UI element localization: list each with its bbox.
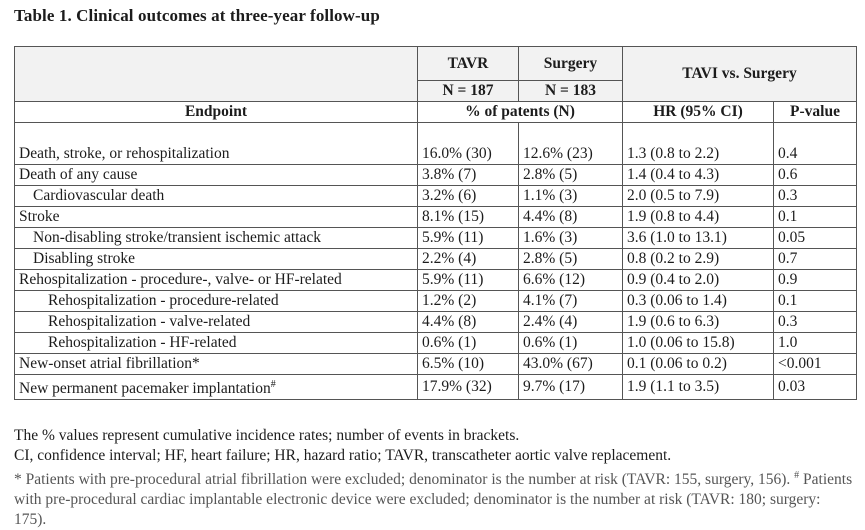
pvalue-cell: 0.03 (774, 375, 857, 400)
table-row (15, 165, 857, 186)
hr-cell: 2.0 (0.5 to 7.9) (623, 186, 774, 207)
hr-header: HR (95% CI) (623, 102, 774, 123)
surgery-cell: 9.7% (17) (519, 375, 623, 400)
endpoint-cell: Rehospitalization - HF-related (15, 333, 418, 354)
spacer-row (15, 123, 857, 145)
tavr-cell: 5.9% (11) (418, 228, 519, 249)
footnote-hash: Patients with pre-procedural cardiac implantable electronic device were excluded; denominator is the number at risk (TAVR: 180; surgery: 175). (14, 471, 853, 529)
endpoint-cell (15, 375, 418, 400)
endpoint-cell: Death of any cause (15, 165, 418, 186)
endpoint-cell: Rehospitalization - procedure-, valve- or HF-related (15, 270, 418, 291)
surgery-n-header: N = 183 (519, 81, 623, 102)
endpoint-cell: Cardiovascular death (15, 186, 418, 207)
hr-cell: 1.9 (1.1 to 3.5) (623, 375, 774, 400)
endpoint-cell: Rehospitalization - procedure-related (15, 291, 418, 312)
hr-cell: 1.3 (0.8 to 2.2) (623, 144, 774, 165)
surgery-cell: 4.4% (8) (519, 207, 623, 228)
footnote-exclusions (14, 466, 854, 530)
pvalue-cell: <0.001 (774, 354, 857, 375)
tavr-cell: 8.1% (15) (418, 207, 519, 228)
endpoint-cell: Disabling stroke (15, 249, 418, 270)
endpoint-cell: Death, stroke, or rehospitalization (15, 144, 418, 165)
hr-cell: 0.8 (0.2 to 2.9) (623, 249, 774, 270)
surgery-cell: 1.1% (3) (519, 186, 623, 207)
surgery-cell: 12.6% (23) (519, 144, 623, 165)
endpoint-cell: Stroke (15, 207, 418, 228)
pvalue-cell: 0.05 (774, 228, 857, 249)
hr-cell: 1.9 (0.6 to 6.3) (623, 312, 774, 333)
pvalue-cell: 0.7 (774, 249, 857, 270)
surgery-cell: 1.6% (3) (519, 228, 623, 249)
pvalue-cell: 0.1 (774, 291, 857, 312)
table-row (15, 270, 857, 291)
pvalue-cell: 1.0 (774, 333, 857, 354)
endpoint-header: Endpoint (15, 102, 418, 123)
tavr-cell: 6.5% (10) (418, 354, 519, 375)
pvalue-cell: 0.4 (774, 144, 857, 165)
tavr-header: TAVR (418, 47, 519, 81)
table-row (15, 375, 857, 400)
footnote-incidence: The % values represent cumulative incidence rates; number of events in brackets. (14, 427, 520, 444)
surgery-cell: 4.1% (7) (519, 291, 623, 312)
footnote-hash-mark: # (794, 470, 800, 481)
table-footnotes (14, 426, 854, 530)
surgery-cell: 6.6% (12) (519, 270, 623, 291)
tavr-cell: 16.0% (30) (418, 144, 519, 165)
pvalue-cell: 0.3 (774, 312, 857, 333)
table-row (15, 291, 857, 312)
pvalue-header: P-value (774, 102, 857, 123)
hr-cell: 1.0 (0.06 to 15.8) (623, 333, 774, 354)
tavr-cell: 4.4% (8) (418, 312, 519, 333)
tavr-cell: 5.9% (11) (418, 270, 519, 291)
percent-header: % of patents (N) (418, 102, 623, 123)
table-row (15, 354, 857, 375)
endpoint-text: New permanent pacemaker implantation (19, 380, 271, 398)
table-row (15, 312, 857, 333)
empty-header-cell (15, 47, 418, 102)
surgery-cell: 0.6% (1) (519, 333, 623, 354)
endpoint-cell: Rehospitalization - valve-related (15, 312, 418, 333)
surgery-cell: 2.8% (5) (519, 165, 623, 186)
table-row (15, 144, 857, 165)
table-row (15, 186, 857, 207)
footnote-abbreviations: CI, confidence interval; HF, heart failure; HR, hazard ratio; TAVR, transcatheter aortic valve replacement. (14, 447, 672, 464)
pvalue-cell: 0.3 (774, 186, 857, 207)
surgery-cell: 43.0% (67) (519, 354, 623, 375)
tavr-n-header: N = 187 (418, 81, 519, 102)
surgery-cell: 2.4% (4) (519, 312, 623, 333)
table-row (15, 207, 857, 228)
pvalue-cell: 0.9 (774, 270, 857, 291)
tavr-cell: 3.2% (6) (418, 186, 519, 207)
table-row (15, 249, 857, 270)
table-row (15, 333, 857, 354)
table-row (15, 228, 857, 249)
pvalue-cell: 0.1 (774, 207, 857, 228)
table-title: Table 1. Clinical outcomes at three-year follow-up (14, 6, 380, 25)
tavr-cell: 2.2% (4) (418, 249, 519, 270)
footnote-mark: # (270, 379, 276, 390)
tavr-cell: 0.6% (1) (418, 333, 519, 354)
tavr-cell: 1.2% (2) (418, 291, 519, 312)
hr-cell: 1.4 (0.4 to 4.3) (623, 165, 774, 186)
endpoint-cell: New-onset atrial fibrillation* (15, 354, 418, 375)
hr-cell: 0.9 (0.4 to 2.0) (623, 270, 774, 291)
comparison-header: TAVI vs. Surgery (623, 47, 857, 102)
surgery-cell: 2.8% (5) (519, 249, 623, 270)
pvalue-cell: 0.6 (774, 165, 857, 186)
endpoint-cell: Non-disabling stroke/transient ischemic attack (15, 228, 418, 249)
hr-cell: 0.3 (0.06 to 1.4) (623, 291, 774, 312)
outcomes-table (14, 46, 857, 400)
footnote-star: * Patients with pre-procedural atrial fibrillation were excluded; denominator is the number at risk (TAVR: 155, surgery, 156). (14, 471, 791, 489)
hr-cell: 3.6 (1.0 to 13.1) (623, 228, 774, 249)
hr-cell: 1.9 (0.8 to 4.4) (623, 207, 774, 228)
tavr-cell: 3.8% (7) (418, 165, 519, 186)
surgery-header: Surgery (519, 47, 623, 81)
tavr-cell: 17.9% (32) (418, 375, 519, 400)
hr-cell: 0.1 (0.06 to 0.2) (623, 354, 774, 375)
